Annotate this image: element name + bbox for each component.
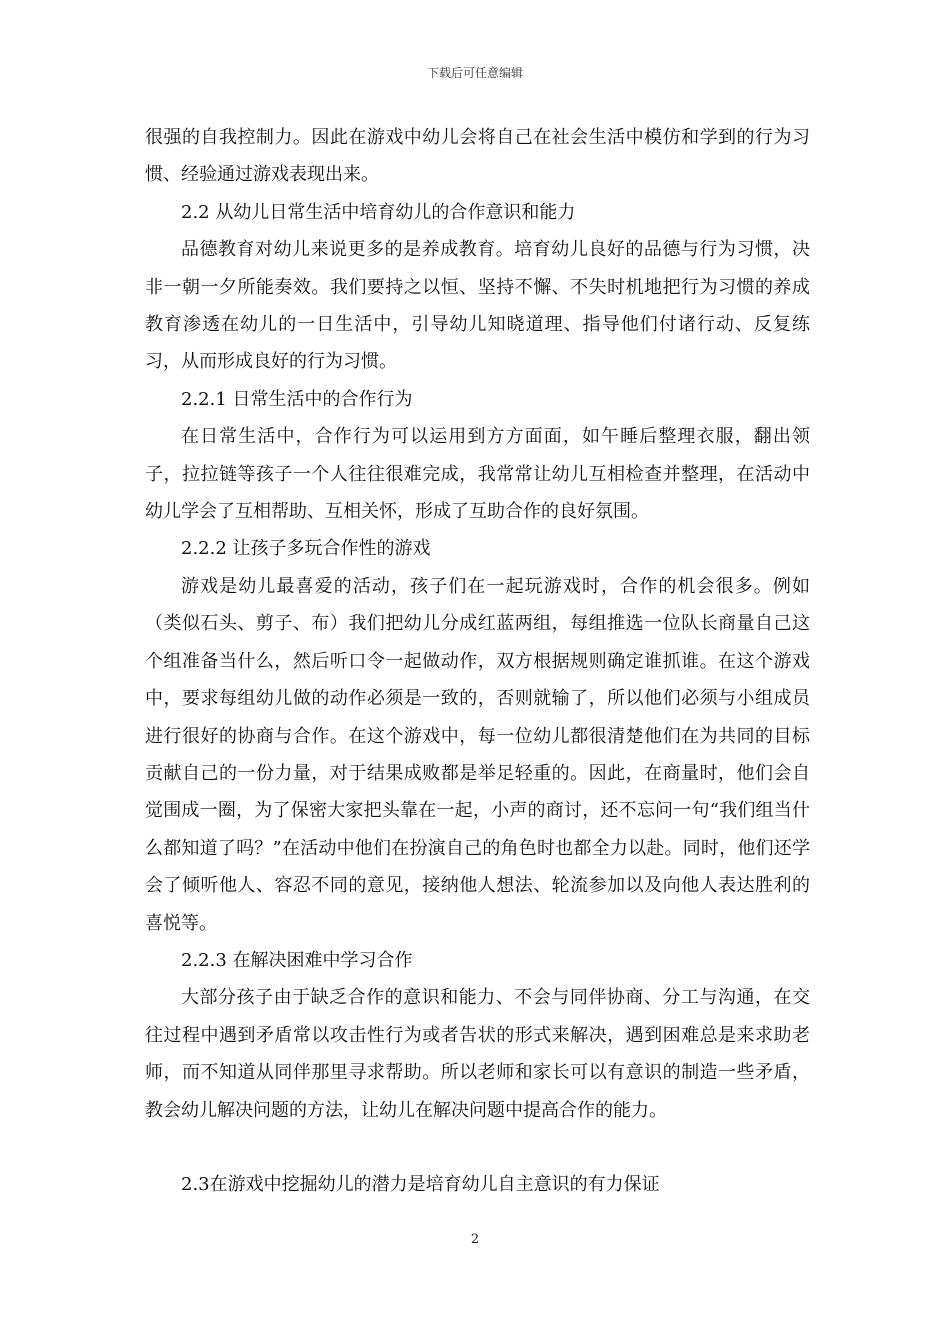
section-heading-2-2-1: 2.2.1 日常生活中的合作行为 xyxy=(181,388,413,410)
paragraph-continuation: 很强的自我控制力。因此在游戏中幼儿会将自己在社会生活中模仿和学到的行为习惯、经验通过游戏表现出来。 xyxy=(145,127,810,186)
paragraph-daily-cooperation: 在日常生活中，合作行为可以运用到方方面面，如午睡后整理衣服，翻出领子，拉拉链等孩子一个人往往很难完成，我常常让幼儿互相检查并整理，在活动中幼儿学会了互相帮助、互相关怀，形成了互助合作的良好氛围。 xyxy=(145,426,810,523)
page-number: 2 xyxy=(470,1232,480,1247)
blank-line xyxy=(145,1129,810,1166)
document-body xyxy=(145,119,810,1204)
section-heading-2-3: 2.3在游戏中挖掘幼儿的潜力是培育幼儿自主意识的有力保证 xyxy=(181,1174,660,1196)
page-header: 下载后可任意编辑 xyxy=(426,66,523,80)
section-heading-2-2: 2.2 从幼儿日常生活中培育幼儿的合作意识和能力 xyxy=(181,201,576,223)
paragraph-moral-education: 品德教育对幼儿来说更多的是养成教育。培育幼儿良好的品德与行为习惯，决非一朝一夕所能奏效。我们要持之以恒、坚持不懈、不失时机地把行为习惯的养成教育渗透在幼儿的一日生活中，引导幼儿知晓道理、指导他们付诸行动、反复练习，从而形成良好的行为习惯。 xyxy=(145,239,810,373)
section-heading-2-2-2: 2.2.2 让孩子多玩合作性的游戏 xyxy=(181,538,431,560)
paragraph-cooperative-games: 游戏是幼儿最喜爱的活动，孩子们在一起玩游戏时，合作的机会很多。例如（类似石头、剪子、布）我们把幼儿分成红蓝两组，每组推选一位队长商量自己这个组准备当什么，然后听口令一起做动作，双方根据规则确定谁抓谁。在这个游戏中，要求每组幼儿做的动作必须是一致的，否则就输了，所以他们必须与小组成员进行很好的协商与合作。在这个游戏中，每一位幼儿都很清楚他们在为共同的目标贡献自己的一份力量，对于结果成败都是举足轻重的。因此，在商量时，他们会自觉围成一圈，为了保密大家把头靠在一起，小声的商讨，还不忘问一句“我们组当什么都知道了吗？”在活动中他们在扮演自己的角色时也都全力以赴。同时，他们还学会了倾听他人、容忍不同的意见，接纳他人想法、轮流参加以及向他人表达胜利的喜悦等。 xyxy=(145,575,810,934)
section-heading-2-2-3: 2.2.3 在解决困难中学习合作 xyxy=(181,949,413,971)
paragraph-solving-difficulties: 大部分孩子由于缺乏合作的意识和能力、不会与同伴协商、分工与沟通，在交往过程中遇到矛盾常以攻击性行为或者告状的形式来解决，遇到困难总是来求助老师，而不知道从同伴那里寻求帮助。所以老师和家长可以有意识的制造一些矛盾，教会幼儿解决问题的方法，让幼儿在解决问题中提高合作的能力。 xyxy=(145,987,810,1121)
